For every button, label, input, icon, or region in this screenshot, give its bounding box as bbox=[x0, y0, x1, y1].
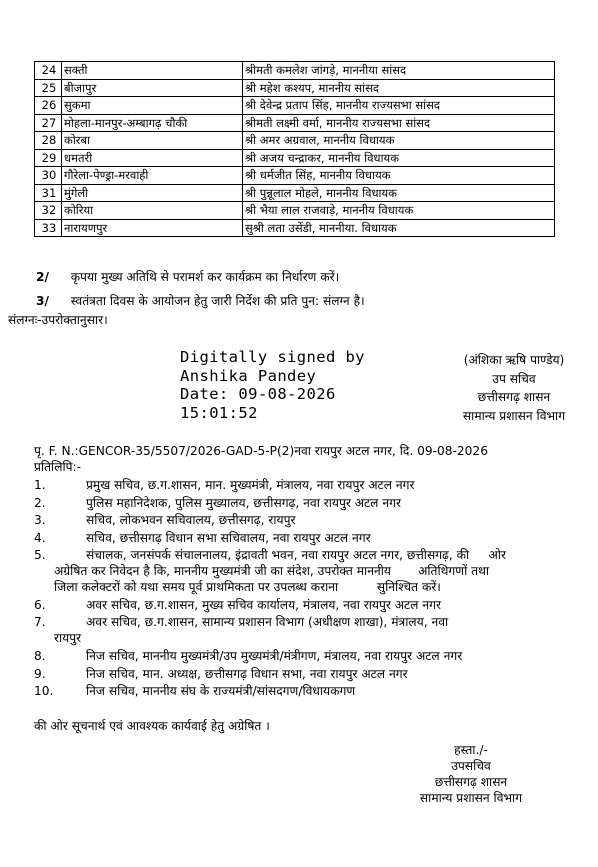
serial-number: 27 bbox=[35, 114, 62, 132]
table-row bbox=[35, 184, 555, 202]
list-item-number: 2. bbox=[34, 495, 46, 510]
chief-guest: श्री भैया लाल राजवाड़े, माननीय विधायक bbox=[243, 202, 555, 220]
signatory-govt: छत्तीसगढ़ शासन bbox=[477, 390, 551, 404]
point-number: 2/ bbox=[36, 270, 49, 284]
list-item-text: प्रमुख सचिव, छ.ग.शासन, मान. मुख्यमंत्री, मंत्रालय, नवा रायपुर अटल नगर bbox=[86, 478, 415, 492]
signatory-block bbox=[434, 351, 594, 425]
serial-number: 33 bbox=[35, 219, 62, 237]
point-3 bbox=[36, 293, 365, 309]
closing-note: की ओर सूचनार्थ एवं आवश्यक कार्यवाई हेतु अग्रेषित । bbox=[34, 719, 270, 733]
table-row bbox=[35, 97, 555, 115]
serial-number: 24 bbox=[35, 62, 62, 80]
list-item-number: 9. bbox=[34, 666, 46, 681]
list-item-text: निज सचिव, मान. अध्यक्ष, छत्तीसगढ़ विधान सभा, नवा रायपुर अटल नगर bbox=[86, 666, 408, 681]
table-row bbox=[35, 79, 555, 97]
table-row bbox=[35, 202, 555, 220]
copy-list bbox=[34, 477, 594, 701]
signatory-name: (अंशिका ऋषि पाण्डेय) bbox=[463, 353, 565, 367]
serial-number: 28 bbox=[35, 132, 62, 150]
list-item bbox=[34, 512, 594, 528]
table-row bbox=[35, 114, 555, 132]
bottom-signatory-block bbox=[386, 742, 556, 806]
chief-guest: श्रीमती कमलेश जांगड़े, माननीया सांसद bbox=[243, 62, 555, 80]
bottom-signatory-dept: सामान्य प्रशासन विभाग bbox=[419, 791, 523, 805]
chief-guest: श्री पुन्नूलाल मोहले, माननीय विधायक bbox=[243, 184, 555, 202]
file-reference: पृ. F. N.:GENCOR-35/5507/2026-GAD-5-P(2)नवा रायपुर अटल नगर, दि. 09-08-2026 bbox=[34, 444, 488, 458]
list-item bbox=[34, 495, 594, 511]
list-item-text: रायपुर bbox=[54, 631, 82, 645]
list-item-text: निज सचिव, माननीय मुख्यमंत्री/उप मुख्यमंत्री/मंत्रीगण, मंत्रालय, नवा रायपुर अटल नगर bbox=[86, 649, 463, 663]
district-name: सक्ती bbox=[62, 62, 243, 80]
serial-number: 32 bbox=[35, 202, 62, 220]
list-item-text: सचिव, छत्तीसगढ़ विधान सभा सचिवालय, नवा रायपुर अटल नगर bbox=[86, 530, 371, 545]
chief-guest: श्री अमर अग्रवाल, माननीय विधायक bbox=[243, 132, 555, 150]
list-item-text: जिला कलेक्टरों को यथा समय पूर्व प्राथमिकता पर उपलब्ध कराना सुनिश्चित करें। bbox=[54, 580, 441, 594]
digital-signature-name: Anshika Pandey bbox=[180, 366, 317, 385]
enclosure-note: संलग्नः-उपरोक्तानुसार। bbox=[8, 313, 108, 327]
table-row bbox=[35, 219, 555, 237]
serial-number: 29 bbox=[35, 149, 62, 167]
table-row bbox=[35, 62, 555, 80]
digital-signature-line: Digitally signed by bbox=[180, 348, 365, 366]
list-item bbox=[34, 547, 594, 595]
list-item-text: अवर सचिव, छ.ग.शासन, सामान्य प्रशासन विभाग (अधीक्षण शाखा), मंत्रालय, नवा bbox=[86, 615, 449, 629]
district-name: बीजापुर bbox=[62, 79, 243, 97]
table-row bbox=[35, 132, 555, 150]
list-item-text: संचालक, जनसंपर्क संचालनालय, इंद्रावती भवन, नवा रायपुर अटल नगर, छत्तीसगढ़, की ओर bbox=[86, 548, 507, 562]
district-table-body bbox=[35, 62, 555, 237]
list-item-text: अवर सचिव, छ.ग.शासन, मुख्य सचिव कार्यालय, मंत्रालय, नवा रायपुर अटल नगर bbox=[86, 597, 441, 612]
district-name: मोहला-मानपुर-अम्बागढ़ चौकी bbox=[62, 114, 243, 132]
signature-mark: हस्ता./- bbox=[454, 743, 488, 757]
list-item-text: सचिव, लोकभवन सचिवालय, छत्तीसगढ़, रायपुर bbox=[86, 513, 296, 527]
district-name: सुकमा bbox=[62, 97, 243, 115]
list-item-number: 1. bbox=[34, 478, 46, 492]
digital-signature-date: Date: 09-08-2026 bbox=[180, 385, 336, 403]
digital-signature bbox=[180, 348, 365, 422]
district-name: धमतरी bbox=[62, 149, 243, 167]
copy-heading: प्रतिलिपि:- bbox=[34, 460, 82, 474]
serial-number: 25 bbox=[35, 79, 62, 97]
point-text: स्वतंत्रता दिवस के आयोजन हेतु जारी निर्देश की प्रति पुन: संलग्न है। bbox=[70, 294, 365, 308]
district-name: नारायणपुर bbox=[62, 219, 243, 237]
district-name: कोरबा bbox=[62, 132, 243, 150]
list-item-number: 5. bbox=[34, 548, 46, 562]
digital-signature-time: 15:01:52 bbox=[180, 403, 258, 422]
point-2 bbox=[36, 269, 339, 285]
list-item bbox=[34, 648, 594, 664]
list-item-number: 10. bbox=[34, 684, 54, 698]
list-item bbox=[34, 477, 594, 493]
list-item-text: पुलिस महानिदेशक, पुलिस मुख्यालय, छत्तीसगढ़, नवा रायपुर अटल नगर bbox=[86, 495, 401, 510]
chief-guest: श्री महेश कश्यप, माननीय सांसद bbox=[243, 79, 555, 97]
district-name: मुंगेली bbox=[62, 184, 243, 202]
bottom-signatory-govt: छत्तीसगढ़ शासन bbox=[434, 775, 508, 789]
serial-number: 26 bbox=[35, 97, 62, 115]
district-name: कोरिया bbox=[62, 202, 243, 220]
serial-number: 30 bbox=[35, 167, 62, 185]
chief-guest: श्रीमती लक्ष्मी वर्मा, माननीय राज्यसभा सांसद bbox=[243, 114, 555, 132]
list-item-text: निज सचिव, माननीय संघ के राज्यमंत्री/सांसदगण/विधायकगण bbox=[86, 684, 356, 698]
chief-guest: श्री देवेन्द्र प्रताप सिंह, माननीय राज्यसभा सांसद bbox=[243, 97, 555, 115]
list-item bbox=[34, 614, 594, 646]
signatory-dept: सामान्य प्रशासन विभाग bbox=[462, 408, 566, 423]
district-name: गौरेला-पेण्ड्रा-मरवाही bbox=[62, 167, 243, 185]
list-item-text: अग्रेषित कर निवेदन है कि, माननीय मुख्यमंत्री जी का संदेश, उपरोक्त माननीय अतिथिगणों तथा bbox=[54, 564, 490, 578]
list-item-number: 4. bbox=[34, 530, 46, 545]
table-row bbox=[35, 167, 555, 185]
list-item-number: 8. bbox=[34, 649, 46, 663]
chief-guest: श्री अजय चन्द्राकर, माननीय विधायक bbox=[243, 149, 555, 167]
point-text: कृपया मुख्य अतिथि से परामर्श कर कार्यक्रम का निर्धारण करें। bbox=[70, 270, 340, 284]
list-item-number: 6. bbox=[34, 597, 46, 612]
list-item-number: 3. bbox=[34, 513, 46, 527]
list-item bbox=[34, 530, 594, 546]
district-official-table bbox=[34, 61, 555, 237]
list-item bbox=[34, 683, 594, 699]
list-item bbox=[34, 666, 594, 682]
serial-number: 31 bbox=[35, 184, 62, 202]
list-item-number: 7. bbox=[34, 615, 46, 629]
list-item bbox=[34, 597, 594, 613]
bottom-signatory-designation: उपसचिव bbox=[451, 759, 491, 773]
table-row bbox=[35, 149, 555, 167]
chief-guest: सुश्री लता उसेंडी, माननीया. विधायक bbox=[243, 219, 555, 237]
chief-guest: श्री धर्मजीत सिंह, माननीय विधायक bbox=[243, 167, 555, 185]
signatory-designation: उप सचिव bbox=[492, 371, 536, 386]
point-number: 3/ bbox=[36, 294, 49, 308]
